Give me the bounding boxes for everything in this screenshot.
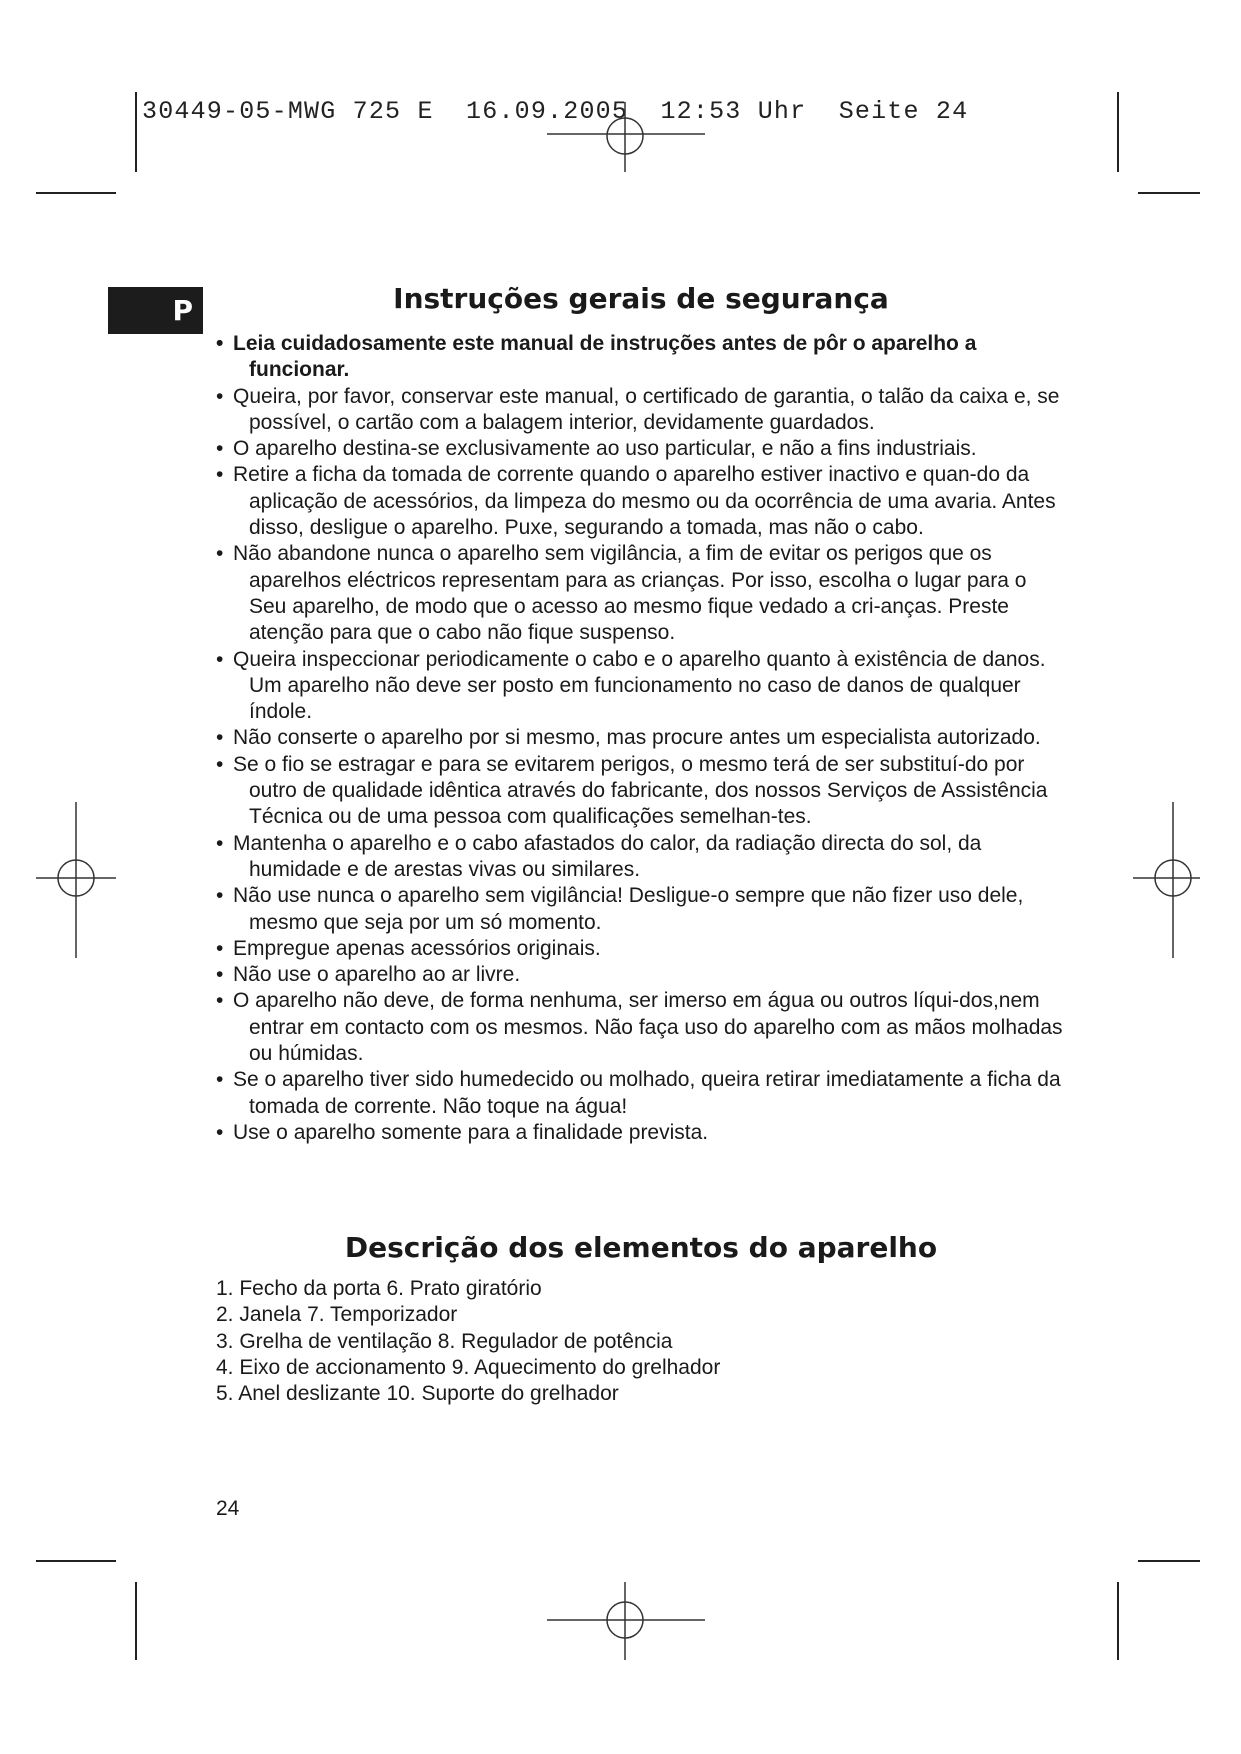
list-item: • O aparelho destina-se exclusivamente ao uso particular, e não a fins industriais. (216, 437, 977, 461)
language-tab: P (108, 287, 203, 334)
safety-title: Instruções gerais de segurança (393, 282, 889, 315)
parts-title: Descrição dos elementos do aparelho (344, 1231, 938, 1264)
list-item: • Retire a ficha da tomada de corrente quando o aparelho estiver inactivo e quan-do da aplicação de acessórios, da limpeza do mesmo ou da ocorrência de uma avaria. Antes disso, desligue o aparelho. Puxe, segurando a tomada, mas não o cabo. (216, 463, 1056, 540)
registration-mark-bottom (547, 1582, 705, 1660)
list-item: • Não conserte o aparelho por si mesmo, mas procure antes um especialista autorizado. (216, 726, 1041, 750)
registration-mark-right (1133, 802, 1200, 958)
list-item: 3. Grelha de ventilação 8. Regulador de potência (216, 1329, 673, 1353)
list-item: • Empregue apenas acessórios originais. (216, 936, 601, 960)
list-item: • O aparelho não deve, de forma nenhuma, ser imerso em água ou outros líqui-dos,nem entrar em contacto com os mesmos. Não faça uso do aparelho com as mãos molhadas ou húmidas. (216, 989, 1063, 1066)
list-item: 5. Anel deslizante 10. Suporte do grelhador (216, 1382, 619, 1406)
list-item: • Queira inspeccionar periodicamente o cabo e o aparelho quanto à existência de danos. Um aparelho não deve ser posto em funcionamento no caso de danos de qualquer índole. (216, 647, 1046, 724)
registration-mark-left (36, 802, 116, 958)
list-item: 2. Janela 7. Temporizador (216, 1303, 458, 1327)
print-slug: 30449-05-MWG 725 E 16.09.2005 12:53 Uhr Seite 24 (142, 97, 969, 126)
list-item: 4. Eixo de accionamento 9. Aquecimento do grelhador (216, 1355, 721, 1379)
page-number: 24 (216, 1497, 240, 1520)
list-item: • Leia cuidadosamente este manual de instruções antes de pôr o aparelho a funcionar. (216, 332, 977, 382)
registration-mark-top (547, 102, 705, 172)
parts-list (216, 1276, 720, 1407)
list-item: • Queira, por favor, conservar este manual, o certificado de garantia, o talão da caixa e, se possível, o cartão com a balagem interior, devidamente guardados. (216, 384, 1060, 434)
list-item: • Se o fio se estragar e para se evitarem perigos, o mesmo terá de ser substituí-do por outro de qualidade idêntica através do fabricante, dos nossos Serviços de Assistência Técnica ou de uma pessoa com qualificações semelhan-tes. (216, 752, 1048, 829)
list-item: • Use o aparelho somente para a finalidade prevista. (216, 1120, 709, 1144)
list-item: • Não use o aparelho ao ar livre. (216, 963, 521, 987)
list-item: 1. Fecho da porta 6. Prato giratório (216, 1277, 542, 1300)
list-item: • Se o aparelho tiver sido humedecido ou molhado, queira retirar imediatamente a ficha da tomada de corrente. Não toque na água! (216, 1068, 1061, 1118)
safety-list (216, 331, 1066, 1146)
list-item: • Não use nunca o aparelho sem vigilância! Desligue-o sempre que não fizer uso dele, mesmo que seja por um só momento. (216, 884, 1024, 934)
list-item: • Não abandone nunca o aparelho sem vigilância, a fim de evitar os perigos que os aparelhos eléctricos representam para as crianças. Por isso, escolha o lugar para o Seu aparelho, de modo que o acesso ao mesmo fique vedado a cri-anças. Preste atenção para que o cabo não fique suspenso. (216, 542, 1027, 645)
list-item: • Mantenha o aparelho e o cabo afastados do calor, da radiação directa do sol, da humidade e de arestas vivas ou similares. (216, 831, 982, 881)
